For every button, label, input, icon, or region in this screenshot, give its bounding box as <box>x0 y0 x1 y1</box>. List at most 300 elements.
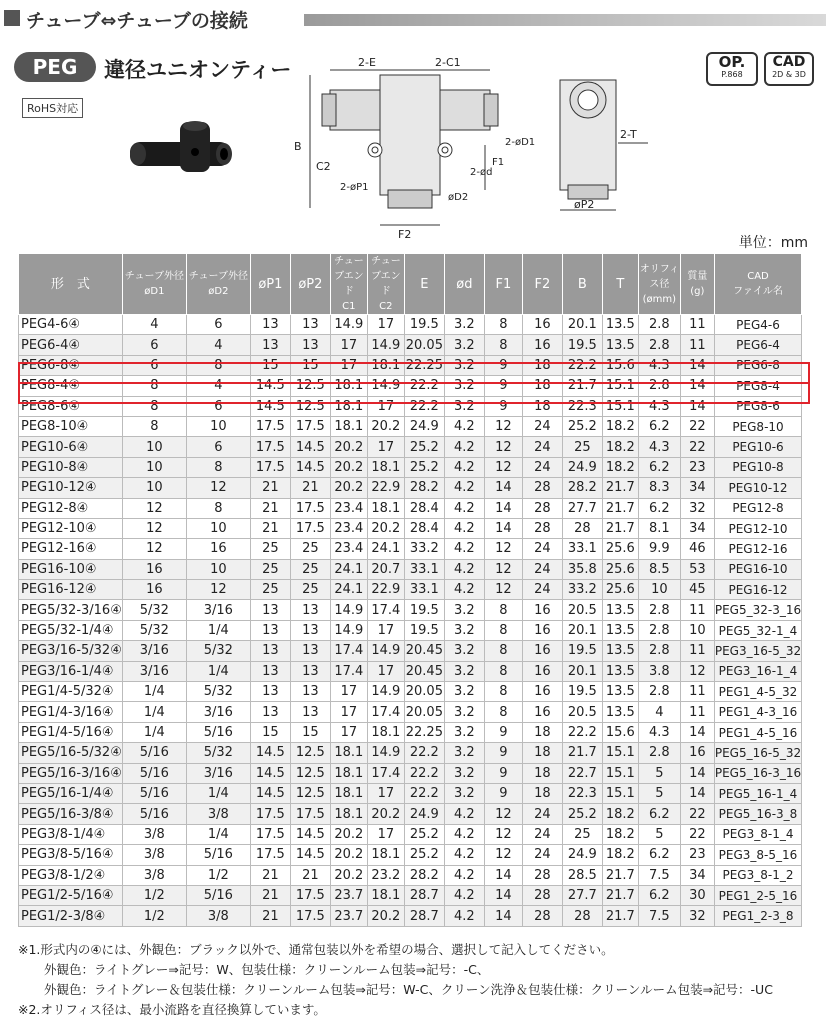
table-cell: 5/32 <box>186 641 250 661</box>
table-cell: 11 <box>680 682 714 702</box>
table-cell: 22 <box>680 804 714 824</box>
table-cell: 28.2 <box>562 478 602 498</box>
table-cell: 21.7 <box>602 498 638 518</box>
table-cell: 22 <box>680 416 714 436</box>
table-cell: 13 <box>250 600 290 620</box>
table-cell: 14 <box>680 376 714 396</box>
table-cell: 1/4 <box>186 824 250 844</box>
model-cell: PEG1/2-3/8④ <box>19 906 123 926</box>
table-cell: 4.3 <box>638 722 680 742</box>
column-header: øP2 <box>290 254 330 315</box>
table-cell: 4.2 <box>444 580 484 600</box>
cad-file-cell[interactable]: PEG10-12 <box>714 478 801 498</box>
table-cell: 12 <box>484 824 522 844</box>
table-cell: 20.2 <box>330 845 367 865</box>
table-cell: 16 <box>522 682 562 702</box>
table-cell: 16 <box>522 315 562 335</box>
table-cell: 24 <box>522 559 562 579</box>
column-header: T <box>602 254 638 315</box>
table-cell: 23 <box>680 457 714 477</box>
table-cell: 13 <box>250 620 290 640</box>
table-cell: 28 <box>522 478 562 498</box>
table-cell: 4.2 <box>444 457 484 477</box>
cad-file-cell[interactable]: PEG3_16-5_32 <box>714 641 801 661</box>
table-cell: 14.9 <box>367 743 404 763</box>
table-cell: 6.2 <box>638 804 680 824</box>
cad-file-cell[interactable]: PEG1_4-5_32 <box>714 682 801 702</box>
table-cell: 12 <box>484 845 522 865</box>
table-cell: 20.2 <box>330 457 367 477</box>
table-cell: 2.8 <box>638 600 680 620</box>
table-cell: 12 <box>484 804 522 824</box>
table-cell: 14.9 <box>367 376 404 396</box>
table-cell: 28.7 <box>404 885 444 905</box>
table-cell: 28 <box>522 518 562 538</box>
cad-file-cell[interactable]: PEG12-8 <box>714 498 801 518</box>
table-cell: 5/16 <box>186 845 250 865</box>
column-header: オリフィス径 (ømm) <box>638 254 680 315</box>
table-cell: 10 <box>186 559 250 579</box>
table-row <box>19 906 802 926</box>
cad-file-cell[interactable]: PEG6-4 <box>714 335 801 355</box>
table-cell: 4 <box>122 315 186 335</box>
table-cell: 4.3 <box>638 355 680 375</box>
table-cell: 8.5 <box>638 559 680 579</box>
table-cell: 20.2 <box>367 906 404 926</box>
column-header: 形 式 <box>19 254 123 315</box>
table-cell: 5/16 <box>186 885 250 905</box>
table-cell: 4.3 <box>638 437 680 457</box>
table-cell: 18.2 <box>602 845 638 865</box>
table-row <box>19 641 802 661</box>
table-cell: 17.4 <box>330 641 367 661</box>
table-cell: 24 <box>522 824 562 844</box>
note-1-b: 外観色：ライトグレー＆包装仕様：クリーンルーム包装⇒記号：W-C、クリーン洗浄＆包装仕様：クリーンルーム包装⇒記号：-UC <box>44 982 773 997</box>
table-cell: 17.5 <box>250 824 290 844</box>
table-cell: 25.6 <box>602 559 638 579</box>
table-cell: 22.3 <box>562 396 602 416</box>
unit-label: 単位：mm <box>738 235 808 251</box>
cad-file-cell[interactable]: PEG16-12 <box>714 580 801 600</box>
table-cell: 8 <box>484 315 522 335</box>
table-cell: 14.9 <box>367 682 404 702</box>
table-cell: 4.2 <box>444 518 484 538</box>
table-cell: 14.5 <box>290 824 330 844</box>
table-cell: 18.1 <box>330 783 367 803</box>
cad-file-cell[interactable]: PEG5_32-3_16 <box>714 600 801 620</box>
table-cell: 14.5 <box>250 396 290 416</box>
table-cell: 25.2 <box>562 804 602 824</box>
table-cell: 4 <box>186 376 250 396</box>
table-cell: 17 <box>367 824 404 844</box>
table-cell: 21 <box>290 478 330 498</box>
table-cell: 17.4 <box>330 661 367 681</box>
model-cell: PEG1/4-5/16④ <box>19 722 123 742</box>
table-cell: 22.3 <box>562 783 602 803</box>
table-cell: 11 <box>680 641 714 661</box>
table-cell: 13.5 <box>602 641 638 661</box>
cad-file-cell[interactable]: PEG16-10 <box>714 559 801 579</box>
cad-file-cell[interactable]: PEG1_4-3_16 <box>714 702 801 722</box>
table-row <box>19 620 802 640</box>
table-cell: 5/32 <box>122 620 186 640</box>
table-cell: 14 <box>680 722 714 742</box>
label-2d: 2-ød <box>470 167 493 178</box>
cad-file-cell[interactable]: PEG5_16-3_8 <box>714 804 801 824</box>
table-cell: 18.2 <box>602 416 638 436</box>
table-cell: 14 <box>484 478 522 498</box>
model-cell: PEG6-8④ <box>19 355 123 375</box>
table-cell: 14 <box>484 518 522 538</box>
table-cell: 15.1 <box>602 396 638 416</box>
table-cell: 10 <box>122 457 186 477</box>
column-header: チューブエンド C1 <box>330 254 367 315</box>
label-f1: F1 <box>492 157 505 168</box>
table-cell: 24.1 <box>330 559 367 579</box>
table-cell: 20.05 <box>404 702 444 722</box>
table-cell: 17 <box>367 661 404 681</box>
table-cell: 25.2 <box>562 416 602 436</box>
table-row <box>19 580 802 600</box>
table-cell: 28.4 <box>404 518 444 538</box>
table-cell: 18 <box>522 355 562 375</box>
cad-file-cell[interactable]: PEG12-16 <box>714 539 801 559</box>
table-cell: 24.9 <box>562 845 602 865</box>
model-cell: PEG3/16-5/32④ <box>19 641 123 661</box>
cad-file-cell[interactable]: PEG1_2-3_8 <box>714 906 801 926</box>
table-cell: 33.1 <box>404 580 444 600</box>
table-row <box>19 416 802 436</box>
table-cell: 14.5 <box>250 376 290 396</box>
table-cell: 1/4 <box>122 702 186 722</box>
note-1: ※1.形式内の④には、外観色：ブラック以外で、通常包装以外を希望の場合、選択して記入してください。 <box>18 942 614 957</box>
table-cell: 13 <box>290 702 330 722</box>
table-cell: 10 <box>680 620 714 640</box>
table-cell: 24.1 <box>330 580 367 600</box>
table-cell: 19.5 <box>404 315 444 335</box>
table-cell: 14.5 <box>290 457 330 477</box>
table-cell: 13.5 <box>602 682 638 702</box>
table-cell: 20.1 <box>562 315 602 335</box>
table-cell: 20.1 <box>562 661 602 681</box>
label-2d1: 2-øD1 <box>505 137 536 148</box>
table-cell: 14.9 <box>367 641 404 661</box>
table-cell: 28.2 <box>404 478 444 498</box>
model-cell: PEG8-10④ <box>19 416 123 436</box>
table-cell: 17.4 <box>367 702 404 722</box>
table-cell: 8 <box>186 457 250 477</box>
table-cell: 13 <box>290 315 330 335</box>
header-square-icon <box>4 10 20 26</box>
table-cell: 32 <box>680 906 714 926</box>
model-cell: PEG5/32-3/16④ <box>19 600 123 620</box>
table-cell: 21.7 <box>602 865 638 885</box>
table-cell: 18.1 <box>330 376 367 396</box>
cad-file-cell[interactable]: PEG4-6 <box>714 315 801 335</box>
column-header: 質量 (g) <box>680 254 714 315</box>
table-cell: 12 <box>484 580 522 600</box>
table-cell: 20.2 <box>330 437 367 457</box>
table-cell: 19.5 <box>404 600 444 620</box>
table-cell: 17.5 <box>250 437 290 457</box>
table-cell: 12.5 <box>290 743 330 763</box>
table-cell: 24 <box>522 580 562 600</box>
table-cell: 8 <box>484 600 522 620</box>
table-cell: 6 <box>186 396 250 416</box>
table-cell: 17 <box>330 702 367 722</box>
table-cell: 14.5 <box>250 763 290 783</box>
table-cell: 24.9 <box>404 416 444 436</box>
cad-file-cell[interactable]: PEG5_16-5_32 <box>714 743 801 763</box>
model-cell: PEG16-12④ <box>19 580 123 600</box>
table-cell: 3.2 <box>444 661 484 681</box>
cad-badge[interactable] <box>764 52 814 86</box>
model-cell: PEG5/16-3/16④ <box>19 763 123 783</box>
model-cell: PEG5/16-3/8④ <box>19 804 123 824</box>
side-view-drawing <box>540 60 650 220</box>
table-cell: 20.05 <box>404 682 444 702</box>
table-cell: 22.2 <box>562 355 602 375</box>
cad-file-cell[interactable]: PEG10-6 <box>714 437 801 457</box>
footnotes <box>18 940 773 1020</box>
table-cell: 13 <box>290 641 330 661</box>
table-cell: 20.2 <box>367 804 404 824</box>
cad-file-cell[interactable]: PEG3_8-5_16 <box>714 845 801 865</box>
table-cell: 16 <box>186 539 250 559</box>
cad-file-cell[interactable]: PEG8-10 <box>714 416 801 436</box>
table-cell: 8 <box>122 396 186 416</box>
section-title: チューブ⇔チューブの接続 <box>26 10 248 32</box>
table-cell: 15 <box>290 355 330 375</box>
table-cell: 13.5 <box>602 315 638 335</box>
table-cell: 8 <box>484 641 522 661</box>
table-cell: 3.2 <box>444 620 484 640</box>
table-cell: 21.7 <box>562 743 602 763</box>
table-cell: 20.2 <box>330 824 367 844</box>
table-cell: 9 <box>484 743 522 763</box>
table-cell: 2.8 <box>638 376 680 396</box>
cad-file-cell[interactable]: PEG8-6 <box>714 396 801 416</box>
table-cell: 2.8 <box>638 620 680 640</box>
table-row <box>19 498 802 518</box>
table-cell: 12 <box>680 661 714 681</box>
model-cell: PEG16-10④ <box>19 559 123 579</box>
table-cell: 3.8 <box>638 661 680 681</box>
table-cell: 22.2 <box>404 376 444 396</box>
table-cell: 8 <box>484 335 522 355</box>
cad-file-cell[interactable]: PEG12-10 <box>714 518 801 538</box>
table-row <box>19 437 802 457</box>
cad-file-cell[interactable]: PEG3_16-1_4 <box>714 661 801 681</box>
table-cell: 4.2 <box>444 416 484 436</box>
column-header: F1 <box>484 254 522 315</box>
table-cell: 2.8 <box>638 743 680 763</box>
note-1-a: 外観色：ライトグレー⇒記号：W、包装仕様：クリーンルーム包装⇒記号：-C、 <box>44 962 490 977</box>
cad-file-cell[interactable]: PEG3_8-1_2 <box>714 865 801 885</box>
cad-file-cell[interactable]: PEG1_4-5_16 <box>714 722 801 742</box>
table-row <box>19 743 802 763</box>
table-cell: 5/16 <box>122 763 186 783</box>
rohs-badge: RoHS対応 <box>22 98 83 118</box>
table-cell: 22.2 <box>562 722 602 742</box>
table-cell: 25 <box>290 580 330 600</box>
column-header: F2 <box>522 254 562 315</box>
table-cell: 12 <box>484 457 522 477</box>
cad-file-cell[interactable]: PEG1_2-5_16 <box>714 885 801 905</box>
table-cell: 20.45 <box>404 641 444 661</box>
table-cell: 28 <box>522 498 562 518</box>
table-cell: 13 <box>250 702 290 722</box>
table-cell: 8 <box>122 376 186 396</box>
table-cell: 25.2 <box>404 457 444 477</box>
cad-file-cell[interactable]: PEG8-4 <box>714 376 801 396</box>
table-cell: 19.5 <box>404 620 444 640</box>
table-cell: 6 <box>122 355 186 375</box>
table-cell: 18.2 <box>602 804 638 824</box>
table-cell: 13 <box>290 600 330 620</box>
table-cell: 18.1 <box>330 743 367 763</box>
table-cell: 18 <box>522 763 562 783</box>
table-cell: 3.2 <box>444 396 484 416</box>
model-cell: PEG3/8-5/16④ <box>19 845 123 865</box>
table-row <box>19 682 802 702</box>
table-cell: 9.9 <box>638 539 680 559</box>
cad-file-cell[interactable]: PEG5_32-1_4 <box>714 620 801 640</box>
table-cell: 28 <box>522 885 562 905</box>
table-cell: 1/4 <box>122 682 186 702</box>
label-2c1: 2-C1 <box>435 56 461 69</box>
table-cell: 17.4 <box>367 763 404 783</box>
table-cell: 9 <box>484 783 522 803</box>
table-cell: 25 <box>290 539 330 559</box>
table-cell: 28 <box>522 906 562 926</box>
table-cell: 10 <box>638 580 680 600</box>
table-cell: 3/16 <box>186 702 250 722</box>
label-p2: øP2 <box>574 198 595 211</box>
table-row <box>19 600 802 620</box>
table-cell: 4.3 <box>638 396 680 416</box>
table-cell: 23.7 <box>330 906 367 926</box>
table-cell: 18.2 <box>602 437 638 457</box>
table-cell: 1/2 <box>122 906 186 926</box>
table-cell: 27.7 <box>562 885 602 905</box>
cad-badge-label: CAD <box>772 54 806 70</box>
table-row <box>19 804 802 824</box>
table-cell: 33.2 <box>404 539 444 559</box>
series-badge: PEG <box>14 52 96 82</box>
header-bar <box>304 14 826 26</box>
table-cell: 21.7 <box>562 376 602 396</box>
table-cell: 17.5 <box>290 416 330 436</box>
table-cell: 6.2 <box>638 498 680 518</box>
table-cell: 4.2 <box>444 824 484 844</box>
cad-file-cell[interactable]: PEG3_8-1_4 <box>714 824 801 844</box>
table-cell: 14 <box>680 783 714 803</box>
table-cell: 3/16 <box>122 661 186 681</box>
table-cell: 53 <box>680 559 714 579</box>
table-cell: 14.5 <box>290 845 330 865</box>
table-cell: 4.2 <box>444 906 484 926</box>
table-cell: 4.2 <box>444 437 484 457</box>
table-cell: 9 <box>484 763 522 783</box>
model-cell: PEG8-6④ <box>19 396 123 416</box>
table-cell: 15.1 <box>602 376 638 396</box>
table-cell: 8 <box>122 416 186 436</box>
cad-file-cell[interactable]: PEG5_16-3_16 <box>714 763 801 783</box>
table-cell: 15.1 <box>602 763 638 783</box>
table-cell: 24 <box>522 457 562 477</box>
table-cell: 18.1 <box>367 355 404 375</box>
label-2t: 2-T <box>620 128 637 141</box>
table-cell: 16 <box>522 661 562 681</box>
table-cell: 3.2 <box>444 315 484 335</box>
table-cell: 8.3 <box>638 478 680 498</box>
table-row <box>19 885 802 905</box>
table-cell: 24 <box>522 539 562 559</box>
table-cell: 34 <box>680 518 714 538</box>
table-cell: 13 <box>290 335 330 355</box>
table-cell: 12.5 <box>290 783 330 803</box>
cad-file-cell[interactable]: PEG5_16-1_4 <box>714 783 801 803</box>
cad-file-cell[interactable]: PEG6-8 <box>714 355 801 375</box>
table-cell: 25.2 <box>404 845 444 865</box>
table-cell: 7.5 <box>638 906 680 926</box>
table-cell: 20.2 <box>330 865 367 885</box>
table-cell: 17.5 <box>250 845 290 865</box>
table-cell: 17 <box>330 682 367 702</box>
model-cell: PEG8-4④ <box>19 376 123 396</box>
table-cell: 25 <box>250 580 290 600</box>
table-cell: 22.25 <box>404 355 444 375</box>
table-cell: 17.5 <box>290 906 330 926</box>
table-cell: 1/4 <box>186 661 250 681</box>
model-cell: PEG1/2-5/16④ <box>19 885 123 905</box>
op-badge[interactable] <box>706 52 758 86</box>
table-cell: 33.1 <box>404 559 444 579</box>
table-cell: 16 <box>522 620 562 640</box>
table-cell: 13 <box>250 315 290 335</box>
label-b: B <box>294 140 302 153</box>
table-cell: 4.2 <box>444 885 484 905</box>
table-cell: 3.2 <box>444 763 484 783</box>
table-cell: 28 <box>562 906 602 926</box>
table-cell: 11 <box>680 335 714 355</box>
table-cell: 18.1 <box>330 416 367 436</box>
table-cell: 17 <box>367 315 404 335</box>
table-cell: 6 <box>186 437 250 457</box>
cad-file-cell[interactable]: PEG10-8 <box>714 457 801 477</box>
table-cell: 20.05 <box>404 335 444 355</box>
table-cell: 18.1 <box>367 457 404 477</box>
table-cell: 12 <box>484 437 522 457</box>
table-cell: 21 <box>250 498 290 518</box>
table-cell: 16 <box>122 580 186 600</box>
table-cell: 13 <box>290 661 330 681</box>
table-cell: 18.2 <box>602 457 638 477</box>
table-cell: 12 <box>186 580 250 600</box>
table-cell: 2.8 <box>638 682 680 702</box>
table-cell: 13 <box>250 661 290 681</box>
label-f2: F2 <box>398 228 412 241</box>
model-cell: PEG10-12④ <box>19 478 123 498</box>
table-cell: 3/8 <box>186 906 250 926</box>
table-cell: 25 <box>250 539 290 559</box>
table-cell: 19.5 <box>562 682 602 702</box>
table-row <box>19 763 802 783</box>
table-cell: 21 <box>250 885 290 905</box>
table-cell: 35.8 <box>562 559 602 579</box>
table-cell: 2.8 <box>638 641 680 661</box>
